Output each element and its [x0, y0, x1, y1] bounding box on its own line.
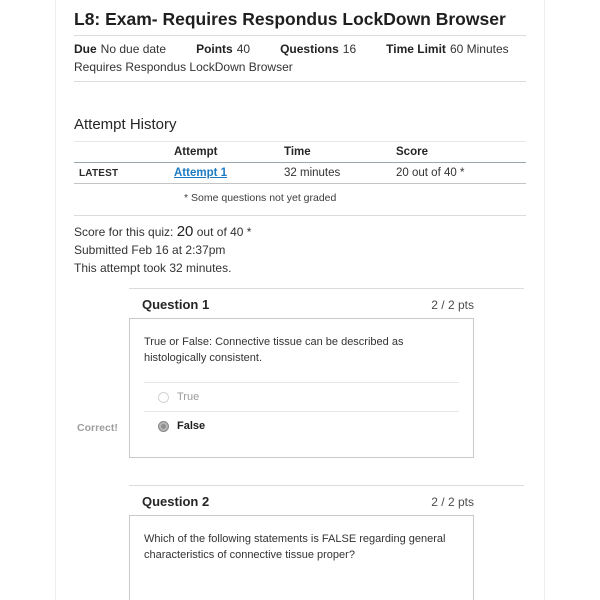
points-value: 40: [236, 42, 251, 56]
question-points: 2 / 2 pts: [431, 298, 474, 312]
question-card-1: [77, 288, 524, 458]
column-header-score: Score: [396, 146, 428, 158]
column-header-time: Time: [284, 146, 311, 158]
question-text: True or False: Connective tissue can be described as histologically consistent.: [144, 336, 404, 364]
answer-label-selected: False: [177, 420, 206, 432]
header-spacer: [74, 148, 169, 156]
duration-line: This attempt took 32 minutes.: [74, 261, 232, 275]
answer-label: True: [177, 391, 200, 403]
question-points: 2 / 2 pts: [431, 495, 474, 509]
due-label: Due: [74, 42, 97, 56]
quiz-score-line: [74, 223, 526, 241]
latest-badge: LATEST: [79, 167, 119, 179]
radio-button-selected-icon[interactable]: [158, 421, 169, 432]
divider: [74, 35, 526, 36]
points-detail: [196, 42, 250, 57]
points-label: Points: [196, 42, 233, 56]
question-header: [129, 297, 474, 318]
question-card-2: [129, 485, 524, 600]
score-suffix: out of 40 *: [196, 225, 252, 239]
time-limit-label: Time Limit: [386, 42, 446, 56]
time-limit-detail: [386, 42, 509, 57]
requirement-note: Requires Respondus LockDown Browser: [74, 60, 293, 74]
due-value: No due date: [100, 42, 167, 56]
questions-label: Questions: [280, 42, 339, 56]
answer-row-false: [77, 411, 459, 440]
question-header: [129, 494, 474, 515]
question-title: Question 2: [142, 494, 210, 509]
quiz-page: [55, 0, 545, 600]
questions-list: [77, 288, 524, 600]
attempt-history-table: [74, 141, 526, 184]
attempt-time-cell: 32 minutes: [284, 167, 341, 179]
attempt-score-cell: 20 out of 40 *: [396, 167, 465, 179]
grading-footnote: * Some questions not yet graded: [184, 192, 337, 204]
table-row: [74, 163, 526, 184]
table-header-row: [74, 142, 526, 163]
score-prefix: Score for this quiz:: [74, 225, 174, 239]
question-body: [129, 515, 474, 600]
attempt-history-heading: Attempt History: [74, 116, 177, 133]
score-summary: [74, 223, 526, 277]
radio-button-icon[interactable]: [158, 392, 169, 403]
question-text: Which of the following statements is FALSE regarding general characteristics of connective tissue proper?: [144, 533, 446, 561]
correct-flag: Correct!: [77, 422, 118, 434]
answers-list: [77, 382, 459, 440]
answer-row-true: [144, 382, 459, 411]
score-value: 20: [176, 223, 194, 240]
page-title: L8: Exam- Requires Respondus LockDown Browser: [74, 9, 506, 29]
column-header-attempt: Attempt: [174, 146, 218, 158]
questions-value: 16: [342, 42, 357, 56]
quiz-details-bar: [74, 42, 526, 57]
submitted-line: Submitted Feb 16 at 2:37pm: [74, 243, 226, 257]
attempt-link[interactable]: Attempt 1: [174, 167, 228, 179]
due-detail: [74, 42, 166, 57]
questions-detail: [280, 42, 356, 57]
divider: [74, 215, 526, 216]
divider: [74, 81, 526, 82]
question-title: Question 1: [142, 297, 210, 312]
question-body: [77, 318, 474, 458]
time-limit-value: 60 Minutes: [449, 42, 509, 56]
